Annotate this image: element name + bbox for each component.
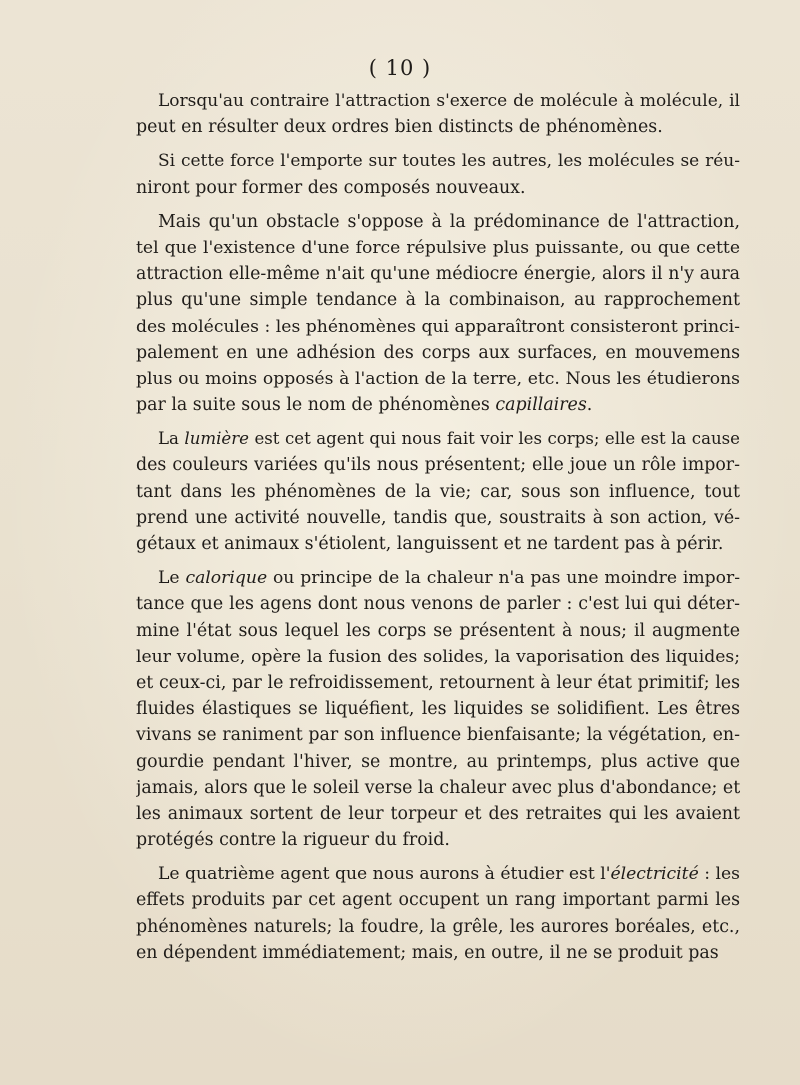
text-line: mine l'état sous lequel les corps se présentent à nous; il augmente xyxy=(136,620,740,641)
text-line: protégés contre la rigueur du froid. xyxy=(136,830,450,851)
text-line: en dépendent immédiatement; mais, en outre, il ne se produit pas xyxy=(136,942,719,963)
text-line: palement en une adhésion des corps aux surfaces, en mouvemens xyxy=(136,342,740,363)
text-line: attraction elle-même n'ait qu'une médiocre énergie, alors il n'y aura xyxy=(136,264,740,285)
text-line: des couleurs variées qu'ils nous présentent; elle joue un rôle impor- xyxy=(136,455,740,476)
paragraph xyxy=(136,565,740,853)
text-line: La lumière est cet agent qui nous fait voir les corps; elle est la cause xyxy=(158,429,740,449)
text-line: tance que les agens dont nous venons de parler : c'est lui qui déter- xyxy=(136,594,740,615)
text-line: tant dans les phénomènes de la vie; car, sous son influence, tout xyxy=(136,481,740,502)
text-line: niront pour former des composés nouveaux. xyxy=(136,177,526,198)
paragraph xyxy=(136,209,740,419)
text-line: jamais, alors que le soleil verse la chaleur avec plus d'abondance; et xyxy=(136,777,740,798)
text-line: Mais qu'un obstacle s'oppose à la prédominance de l'attraction, xyxy=(158,211,740,232)
text-line: Si cette force l'emporte sur toutes les autres, les molécules se réu- xyxy=(158,151,740,172)
paragraph xyxy=(136,148,740,200)
text-line: des molécules : les phénomènes qui apparaîtront consisteront princi- xyxy=(136,316,740,337)
text-line: peut en résulter deux ordres bien distincts de phénomènes. xyxy=(136,117,663,138)
text-line: et ceux-ci, par le refroidissement, retournent à leur état primitif; les xyxy=(136,672,740,693)
page-body-text xyxy=(136,88,740,974)
italic-term: calorique xyxy=(185,568,268,589)
text-line: Le quatrième agent que nous aurons à étudier est l'électricité : les xyxy=(158,864,740,885)
text-line: tel que l'existence d'une force répulsive plus puissante, ou que cette xyxy=(136,237,740,258)
text-line: plus qu'une simple tendance à la combinaison, au rapprochement xyxy=(136,290,740,311)
paragraph xyxy=(136,88,740,140)
text-line: gourdie pendant l'hiver, se montre, au printemps, plus active que xyxy=(136,751,740,772)
italic-term: électricité xyxy=(610,864,699,885)
paragraph xyxy=(136,426,740,557)
page-number: ( 10 ) xyxy=(368,56,432,80)
text-line: effets produits par cet agent occupent un rang important parmi les xyxy=(136,890,740,911)
italic-term: lumière xyxy=(184,429,249,449)
text-line: plus ou moins opposés à l'action de la terre, etc. Nous les étudierons xyxy=(136,368,740,389)
text-line: vivans se raniment par son influence bienfaisante; la végétation, en- xyxy=(136,725,740,746)
text-line: Lorsqu'au contraire l'attraction s'exerce de molécule à molécule, il xyxy=(158,91,740,111)
italic-term: capillaires xyxy=(495,395,587,416)
text-line: prend une activité nouvelle, tandis que, soustraits à son action, vé- xyxy=(136,507,740,528)
text-line: les animaux sortent de leur torpeur et des retraites qui les avaient xyxy=(136,803,740,824)
text-line: Le calorique ou principe de la chaleur n'a pas une moindre impor- xyxy=(158,568,740,589)
text-line: gétaux et animaux s'étiolent, languissent et ne tardent pas à périr. xyxy=(136,534,724,554)
paragraph xyxy=(136,861,740,966)
text-line: par la suite sous le nom de phénomènes capillaires. xyxy=(136,395,593,416)
text-line: leur volume, opère la fusion des solides, la vaporisation des liquides; xyxy=(136,646,740,667)
text-line: fluides élastiques se liquéfient, les liquides se solidifient. Les êtres xyxy=(136,699,740,720)
text-line: phénomènes naturels; la foudre, la grêle, les aurores boréales, etc., xyxy=(136,916,740,937)
